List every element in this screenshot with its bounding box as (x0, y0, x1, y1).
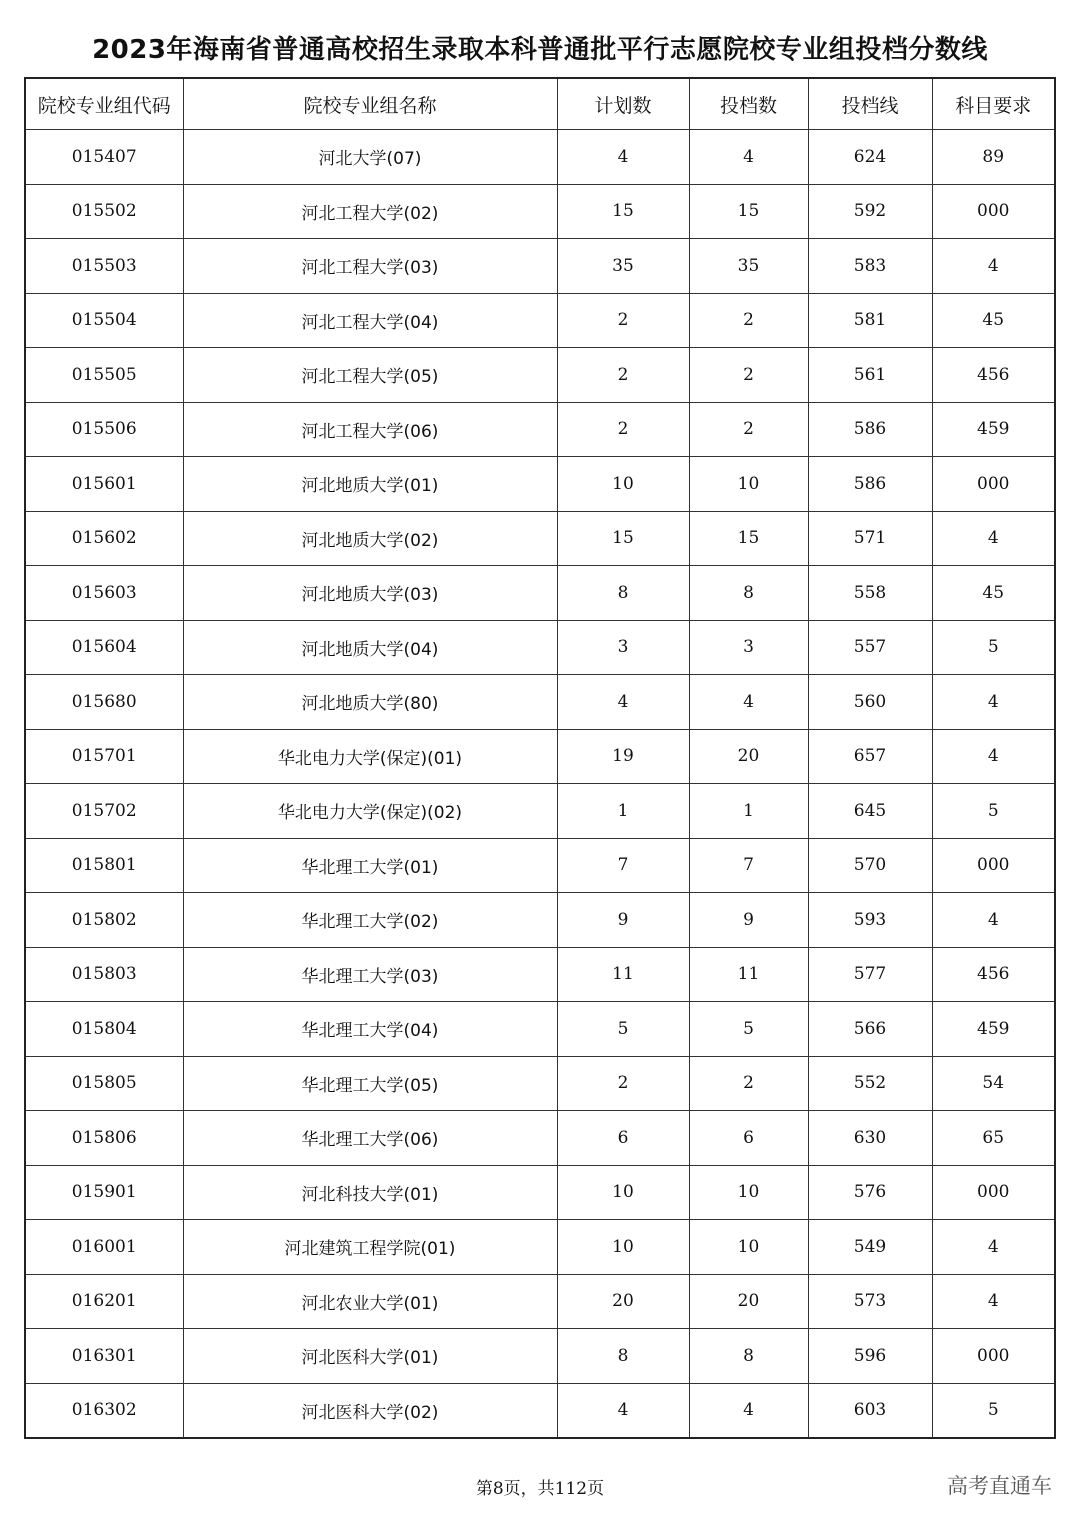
table-row (25, 729, 1055, 784)
cell-group-code: 015604 (25, 620, 183, 675)
cell-subject-requirement: 5 (932, 1383, 1055, 1438)
cell-subject-requirement: 456 (932, 947, 1055, 1002)
cell-submit-count: 6 (689, 1111, 808, 1166)
cell-group-code: 015503 (25, 239, 183, 294)
cell-subject-requirement: 45 (932, 293, 1055, 348)
cell-submit-count: 10 (689, 1165, 808, 1220)
page-title: 2023年海南省普通高校招生录取本科普通批平行志愿院校专业组投档分数线 (92, 35, 988, 65)
cell-plan-count: 11 (557, 947, 689, 1002)
table-row (25, 511, 1055, 566)
cell-subject-requirement: 4 (932, 893, 1055, 948)
cell-group-code: 015802 (25, 893, 183, 948)
cell-group-name: 河北工程大学(06) (183, 402, 557, 457)
cell-plan-count: 35 (557, 239, 689, 294)
cell-plan-count: 7 (557, 838, 689, 893)
cell-subject-requirement: 54 (932, 1056, 1055, 1111)
cell-group-name: 华北电力大学(保定)(01) (183, 729, 557, 784)
table-row (25, 130, 1055, 185)
cell-cutoff-score: 570 (808, 838, 932, 893)
table-row (25, 1056, 1055, 1111)
cell-subject-requirement: 000 (932, 457, 1055, 512)
cell-subject-requirement: 4 (932, 729, 1055, 784)
cell-group-name: 河北地质大学(80) (183, 675, 557, 730)
cell-group-code: 016302 (25, 1383, 183, 1438)
cell-group-name: 河北医科大学(01) (183, 1329, 557, 1384)
cell-cutoff-score: 583 (808, 239, 932, 294)
cell-submit-count: 15 (689, 511, 808, 566)
cell-group-code: 016201 (25, 1274, 183, 1329)
header-subject-requirement: 科目要求 (932, 78, 1055, 130)
cell-subject-requirement: 65 (932, 1111, 1055, 1166)
cell-group-name: 河北地质大学(02) (183, 511, 557, 566)
cell-submit-count: 7 (689, 838, 808, 893)
cell-group-code: 015805 (25, 1056, 183, 1111)
cell-submit-count: 9 (689, 893, 808, 948)
cell-cutoff-score: 573 (808, 1274, 932, 1329)
cell-cutoff-score: 561 (808, 348, 932, 403)
cell-group-code: 015506 (25, 402, 183, 457)
cell-group-name: 河北医科大学(02) (183, 1383, 557, 1438)
cell-group-name: 华北理工大学(05) (183, 1056, 557, 1111)
cell-plan-count: 20 (557, 1274, 689, 1329)
cell-cutoff-score: 657 (808, 729, 932, 784)
cell-group-code: 015702 (25, 784, 183, 839)
cell-group-name: 华北理工大学(02) (183, 893, 557, 948)
cell-group-name: 河北地质大学(03) (183, 566, 557, 621)
cell-subject-requirement: 459 (932, 402, 1055, 457)
cell-cutoff-score: 549 (808, 1220, 932, 1275)
cell-group-name: 河北工程大学(04) (183, 293, 557, 348)
cell-group-code: 015701 (25, 729, 183, 784)
cell-cutoff-score: 558 (808, 566, 932, 621)
table-row (25, 293, 1055, 348)
cell-group-name: 华北理工大学(04) (183, 1002, 557, 1057)
cell-submit-count: 35 (689, 239, 808, 294)
cell-submit-count: 4 (689, 1383, 808, 1438)
cell-group-code: 015801 (25, 838, 183, 893)
table-row (25, 675, 1055, 730)
cell-group-name: 河北科技大学(01) (183, 1165, 557, 1220)
cell-submit-count: 15 (689, 184, 808, 239)
cell-group-code: 015602 (25, 511, 183, 566)
cell-group-code: 016001 (25, 1220, 183, 1275)
cell-cutoff-score: 571 (808, 511, 932, 566)
table-row (25, 947, 1055, 1002)
cell-subject-requirement: 5 (932, 784, 1055, 839)
cell-submit-count: 4 (689, 130, 808, 185)
cell-group-code: 015407 (25, 130, 183, 185)
cell-plan-count: 4 (557, 1383, 689, 1438)
header-cutoff-score: 投档线 (808, 78, 932, 130)
cell-cutoff-score: 577 (808, 947, 932, 1002)
cell-plan-count: 19 (557, 729, 689, 784)
cell-plan-count: 10 (557, 1220, 689, 1275)
cell-submit-count: 8 (689, 1329, 808, 1384)
cell-subject-requirement: 000 (932, 838, 1055, 893)
header-plan-count: 计划数 (557, 78, 689, 130)
cell-group-code: 015806 (25, 1111, 183, 1166)
cell-plan-count: 4 (557, 130, 689, 185)
cell-subject-requirement: 456 (932, 348, 1055, 403)
cell-group-name: 华北电力大学(保定)(02) (183, 784, 557, 839)
cell-group-name: 河北建筑工程学院(01) (183, 1220, 557, 1275)
cell-submit-count: 11 (689, 947, 808, 1002)
table-row (25, 1274, 1055, 1329)
watermark: 高考直通车 (947, 1474, 1052, 1498)
cell-plan-count: 4 (557, 675, 689, 730)
cell-cutoff-score: 566 (808, 1002, 932, 1057)
cell-plan-count: 2 (557, 402, 689, 457)
cell-plan-count: 2 (557, 348, 689, 403)
cell-plan-count: 15 (557, 184, 689, 239)
cell-group-code: 016301 (25, 1329, 183, 1384)
cell-group-name: 河北农业大学(01) (183, 1274, 557, 1329)
cell-submit-count: 1 (689, 784, 808, 839)
cell-cutoff-score: 624 (808, 130, 932, 185)
table-row (25, 620, 1055, 675)
cell-plan-count: 8 (557, 1329, 689, 1384)
cell-cutoff-score: 552 (808, 1056, 932, 1111)
cell-submit-count: 10 (689, 457, 808, 512)
cell-plan-count: 6 (557, 1111, 689, 1166)
cell-submit-count: 10 (689, 1220, 808, 1275)
cell-cutoff-score: 645 (808, 784, 932, 839)
table-row (25, 239, 1055, 294)
cell-cutoff-score: 557 (808, 620, 932, 675)
cell-cutoff-score: 576 (808, 1165, 932, 1220)
cell-submit-count: 5 (689, 1002, 808, 1057)
cell-subject-requirement: 4 (932, 1220, 1055, 1275)
cell-plan-count: 5 (557, 1002, 689, 1057)
cell-submit-count: 2 (689, 293, 808, 348)
cell-group-name: 华北理工大学(01) (183, 838, 557, 893)
cell-plan-count: 15 (557, 511, 689, 566)
table-row (25, 838, 1055, 893)
cell-group-code: 015504 (25, 293, 183, 348)
cell-plan-count: 8 (557, 566, 689, 621)
cell-group-name: 华北理工大学(03) (183, 947, 557, 1002)
cell-submit-count: 8 (689, 566, 808, 621)
table-row (25, 402, 1055, 457)
table-row (25, 1329, 1055, 1384)
cell-submit-count: 3 (689, 620, 808, 675)
cell-group-name: 河北地质大学(01) (183, 457, 557, 512)
cell-plan-count: 9 (557, 893, 689, 948)
table-header-row (25, 78, 1055, 130)
table-row (25, 348, 1055, 403)
cell-subject-requirement: 000 (932, 184, 1055, 239)
cell-cutoff-score: 592 (808, 184, 932, 239)
cell-subject-requirement: 4 (932, 239, 1055, 294)
cell-submit-count: 4 (689, 675, 808, 730)
header-group-name: 院校专业组名称 (183, 78, 557, 130)
cell-group-code: 015505 (25, 348, 183, 403)
cell-group-name: 华北理工大学(06) (183, 1111, 557, 1166)
cell-cutoff-score: 630 (808, 1111, 932, 1166)
cell-cutoff-score: 560 (808, 675, 932, 730)
cell-plan-count: 2 (557, 293, 689, 348)
cell-subject-requirement: 4 (932, 511, 1055, 566)
table-row (25, 457, 1055, 512)
cell-group-code: 015680 (25, 675, 183, 730)
cell-submit-count: 2 (689, 402, 808, 457)
header-group-code: 院校专业组代码 (25, 78, 183, 130)
header-submit-count: 投档数 (689, 78, 808, 130)
cell-cutoff-score: 586 (808, 457, 932, 512)
cell-subject-requirement: 459 (932, 1002, 1055, 1057)
page-number: 第8页，共112页 (475, 1479, 605, 1499)
table-row (25, 1220, 1055, 1275)
cell-plan-count: 10 (557, 1165, 689, 1220)
cell-group-code: 015901 (25, 1165, 183, 1220)
cell-cutoff-score: 586 (808, 402, 932, 457)
cell-submit-count: 2 (689, 348, 808, 403)
cell-cutoff-score: 596 (808, 1329, 932, 1384)
cell-subject-requirement: 5 (932, 620, 1055, 675)
cell-plan-count: 3 (557, 620, 689, 675)
cell-cutoff-score: 581 (808, 293, 932, 348)
cell-group-code: 015502 (25, 184, 183, 239)
cell-subject-requirement: 4 (932, 1274, 1055, 1329)
cell-plan-count: 10 (557, 457, 689, 512)
table-row (25, 1165, 1055, 1220)
cell-group-name: 河北地质大学(04) (183, 620, 557, 675)
cell-group-code: 015603 (25, 566, 183, 621)
cell-group-name: 河北工程大学(02) (183, 184, 557, 239)
cell-submit-count: 2 (689, 1056, 808, 1111)
cell-plan-count: 2 (557, 1056, 689, 1111)
table-row (25, 784, 1055, 839)
cell-subject-requirement: 45 (932, 566, 1055, 621)
cell-subject-requirement: 89 (932, 130, 1055, 185)
cell-plan-count: 1 (557, 784, 689, 839)
table-body (25, 130, 1055, 1439)
cell-submit-count: 20 (689, 729, 808, 784)
cell-group-name: 河北工程大学(03) (183, 239, 557, 294)
table-row (25, 1002, 1055, 1057)
cell-submit-count: 20 (689, 1274, 808, 1329)
table-row (25, 566, 1055, 621)
cell-subject-requirement: 000 (932, 1165, 1055, 1220)
cell-group-code: 015803 (25, 947, 183, 1002)
cell-subject-requirement: 000 (932, 1329, 1055, 1384)
table-row (25, 184, 1055, 239)
cell-subject-requirement: 4 (932, 675, 1055, 730)
admission-score-table (24, 77, 1056, 1439)
cell-group-name: 河北大学(07) (183, 130, 557, 185)
cell-cutoff-score: 593 (808, 893, 932, 948)
table-row (25, 1383, 1055, 1438)
table-row (25, 1111, 1055, 1166)
cell-group-code: 015804 (25, 1002, 183, 1057)
cell-group-name: 河北工程大学(05) (183, 348, 557, 403)
table-row (25, 893, 1055, 948)
cell-cutoff-score: 603 (808, 1383, 932, 1438)
cell-group-code: 015601 (25, 457, 183, 512)
